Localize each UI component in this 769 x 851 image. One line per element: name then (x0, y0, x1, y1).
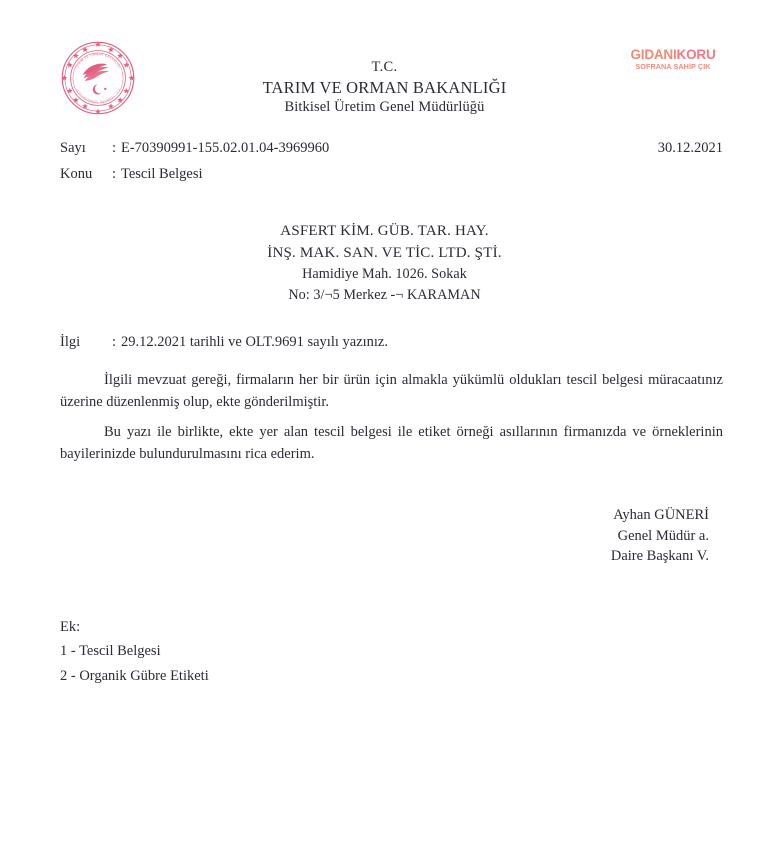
attachment-item: 1 - Tescil Belgesi (60, 643, 161, 660)
republic-line: T.C. (371, 59, 398, 75)
campaign-logo-tagline: SOFRANA SAHİP ÇIK (635, 62, 711, 72)
konu-value: Tescil Belgesi (121, 165, 203, 182)
recipient-city-line: No: 3/¬5 Merkez -¬ KARAMAN (288, 286, 481, 303)
konu-label: Konu (60, 165, 93, 182)
ilgi-separator: : (112, 334, 117, 350)
konu-row (60, 162, 723, 188)
campaign-word-secondary: KORU (676, 47, 716, 62)
signatory-title-2: Daire Başkanı V. (610, 548, 709, 565)
recipient-company-line-1: ASFERT KİM. GÜB. TAR. HAY. (280, 222, 489, 239)
recipient-street-line: Hamidiye Mah. 1026. Sokak (302, 265, 467, 282)
attachments-block (0, 615, 769, 688)
body-paragraph-1: İlgili mevzuat gereği, firmaların her bir ürün için almakla yükümlü oldukları tescil belgesi müracaatınız üzerine düzenlenmiş olup, ekte gönderilmiştir. (60, 372, 723, 411)
document-meta-block (0, 136, 769, 188)
ilgi-label: İlgi (60, 334, 81, 350)
sayi-separator: : (112, 140, 117, 156)
ministry-name-line: TARIM VE ORMAN BAKANLIĞI (262, 77, 507, 97)
svg-text:T.C. TÜRKİYE CUMHURİYETİ: T.C. TÜRKİYE CUMHURİYETİ (75, 87, 121, 104)
document-header (0, 0, 769, 118)
signatory-name: Ayhan GÜNERİ (613, 507, 709, 524)
recipient-address-block (0, 220, 769, 306)
department-name-line: Bitkisel Üretim Genel Müdürlüğü (284, 98, 485, 115)
document-date: 30.12.2021 (657, 140, 723, 156)
sayi-label: Sayı (60, 140, 86, 156)
sayi-value: E-70390991-155.02.01.04-3969960 (121, 140, 330, 156)
signatory-title-1: Genel Müdür a. (617, 527, 709, 544)
body-paragraph-2: Bu yazı ile birlikte, ekte yer alan tescil belgesi ile etiket örneği asıllarının firmanızda ve örneklerinin bayilerinizde bulundurulmasını rica ederim. (60, 424, 723, 463)
svg-text:TARIM VE ORMAN BAKANLIĞI: TARIM VE ORMAN BAKANLIĞI (74, 52, 122, 69)
konu-separator: : (112, 165, 117, 182)
gidani-koru-campaign-logo (621, 48, 725, 71)
sayi-row (60, 136, 723, 162)
ilgi-value: 29.12.2021 tarihli ve OLT.9691 sayılı yazınız. (121, 334, 388, 350)
attachment-item: 2 - Organik Gübre Etiketi (60, 667, 209, 684)
attachments-title: Ek: (60, 618, 81, 635)
document-body (0, 369, 769, 465)
campaign-logo-title (621, 48, 725, 62)
reference-block (0, 334, 769, 351)
campaign-word-primary: GIDANI (630, 47, 677, 62)
recipient-company-line-2: İNŞ. MAK. SAN. VE TİC. LTD. ŞTİ. (267, 244, 502, 261)
ilgi-row (60, 334, 723, 351)
signature-block (0, 505, 769, 567)
